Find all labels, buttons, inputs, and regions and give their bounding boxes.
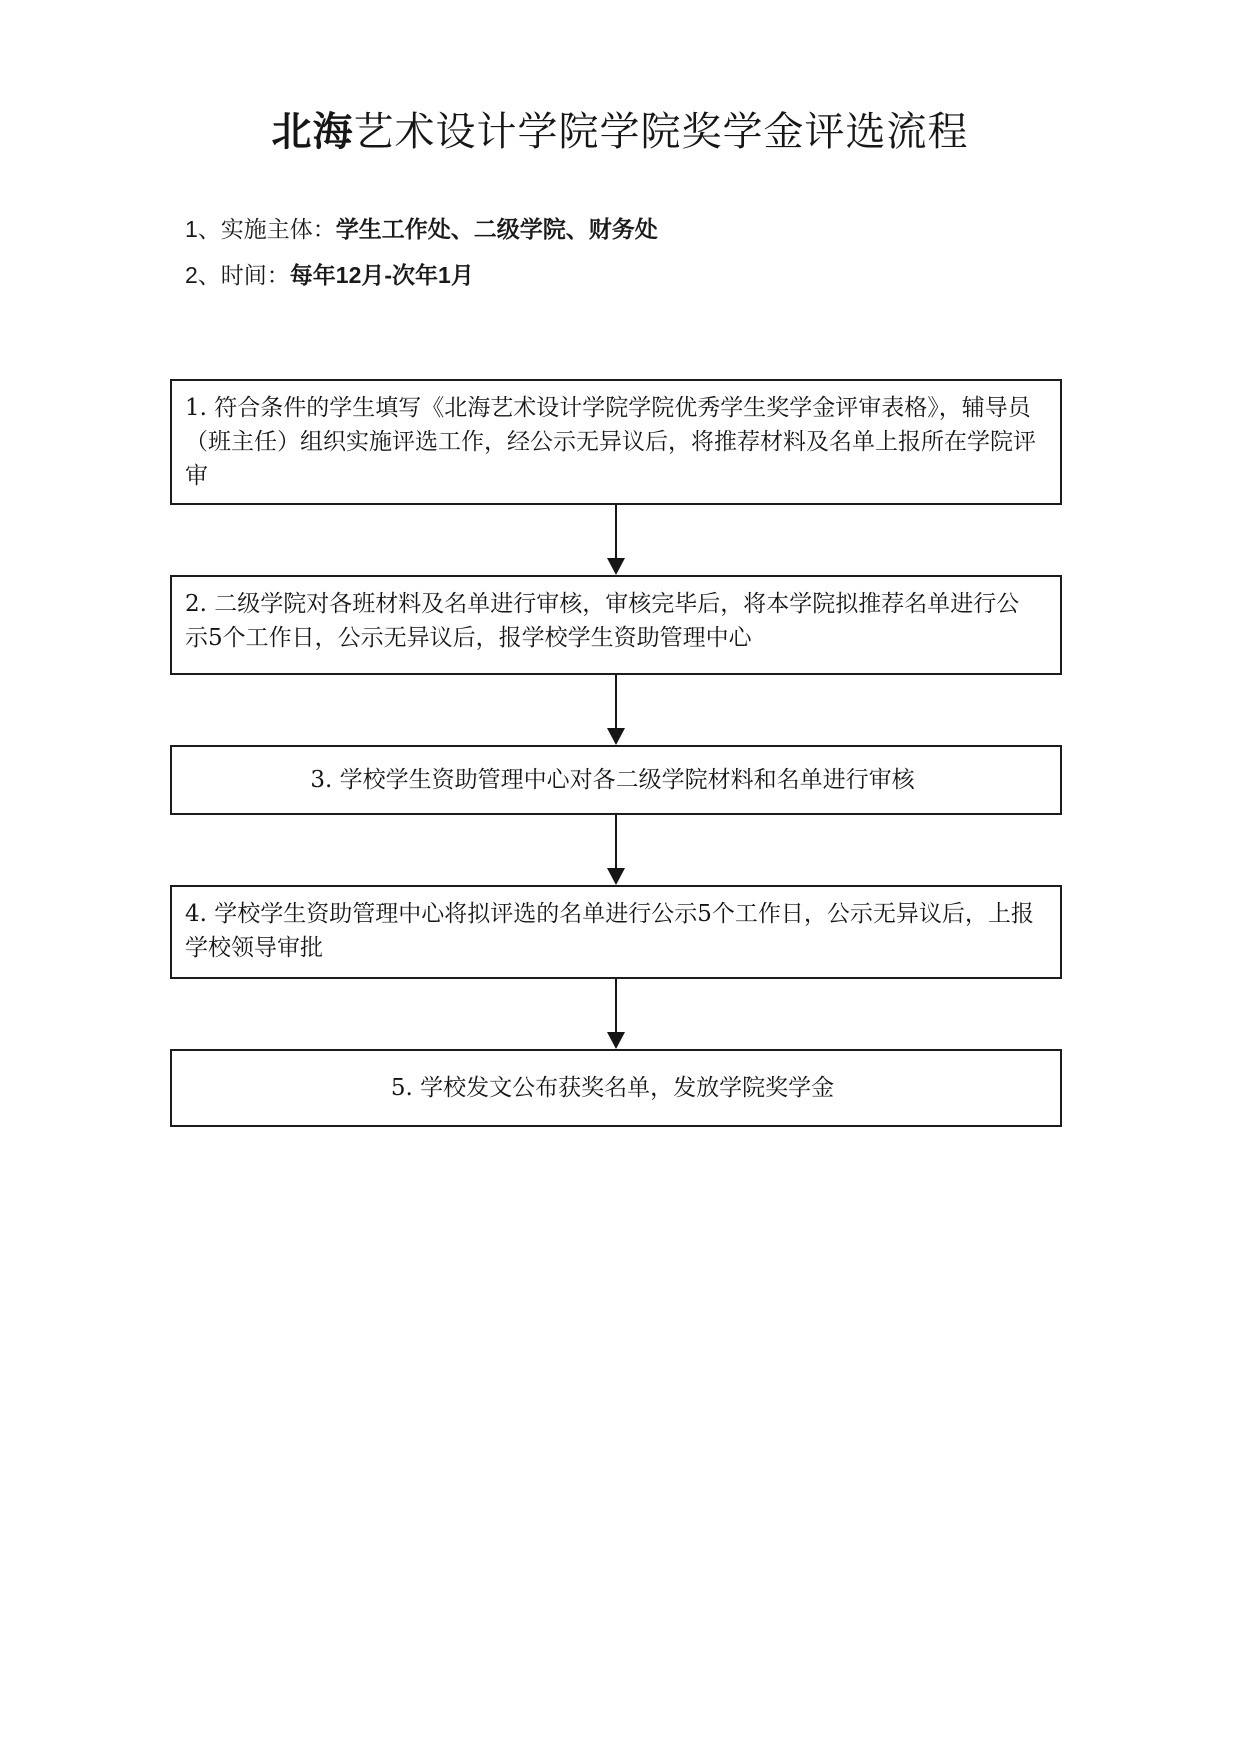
- flow-arrow-1: [170, 505, 1062, 575]
- arrow-down-icon: [607, 558, 625, 575]
- arrow-stem: [615, 979, 617, 1032]
- meta-list: [185, 215, 1240, 289]
- meta-time-value: 每年12月-次年1月: [289, 262, 474, 288]
- flow-step-5-text: 5. 学校发文公布获奖名单，发放学院奖学金: [390, 1075, 835, 1101]
- meta-time-label: 2、时间：: [185, 262, 290, 288]
- flow-step-4-box: [170, 885, 1062, 979]
- page-title-rest: 艺术设计学院学院奖学金评选流程: [353, 110, 969, 154]
- flow-arrow-4: [170, 979, 1062, 1049]
- arrow-down-icon: [607, 1032, 625, 1049]
- page-title: [0, 100, 1240, 157]
- meta-item-subject: [185, 215, 1240, 243]
- flow-step-1-text: 1. 符合条件的学生填写《北海艺术设计学院学院优秀学生奖学金评审表格》，辅导员（班主任）组织实施评选工作，经公示无异议后，将推荐材料及名单上报所在学院评审: [185, 395, 1036, 489]
- flow-step-5-box: [170, 1049, 1062, 1127]
- flow-step-3-box: [170, 745, 1062, 815]
- flow-arrow-2: [170, 675, 1062, 745]
- arrow-stem: [615, 505, 617, 558]
- arrow-down-icon: [607, 728, 625, 745]
- meta-subject-label: 1、实施主体：: [185, 216, 336, 242]
- arrow-stem: [615, 815, 617, 868]
- meta-item-time: [185, 261, 1240, 289]
- flow-arrow-3: [170, 815, 1062, 885]
- arrow-down-icon: [607, 868, 625, 885]
- arrow-stem: [615, 675, 617, 728]
- flow-step-1-box: [170, 379, 1062, 505]
- meta-subject-value: 学生工作处、二级学院、财务处: [335, 216, 658, 242]
- flowchart: [170, 379, 1062, 1127]
- flow-step-2-text: 2. 二级学院对各班材料及名单进行审核，审核完毕后，将本学院拟推荐名单进行公示5个工作日，公示无异议后，报学校学生资助管理中心: [185, 591, 1020, 651]
- flow-step-4-text: 4. 学校学生资助管理中心将拟评选的名单进行公示5个工作日，公示无异议后，上报学校领导审批: [185, 901, 1034, 961]
- page-title-emphasis: 北海: [271, 110, 354, 154]
- flow-step-3-text: 3. 学校学生资助管理中心对各二级学院材料和名单进行审核: [310, 767, 915, 793]
- flow-step-2-box: [170, 575, 1062, 675]
